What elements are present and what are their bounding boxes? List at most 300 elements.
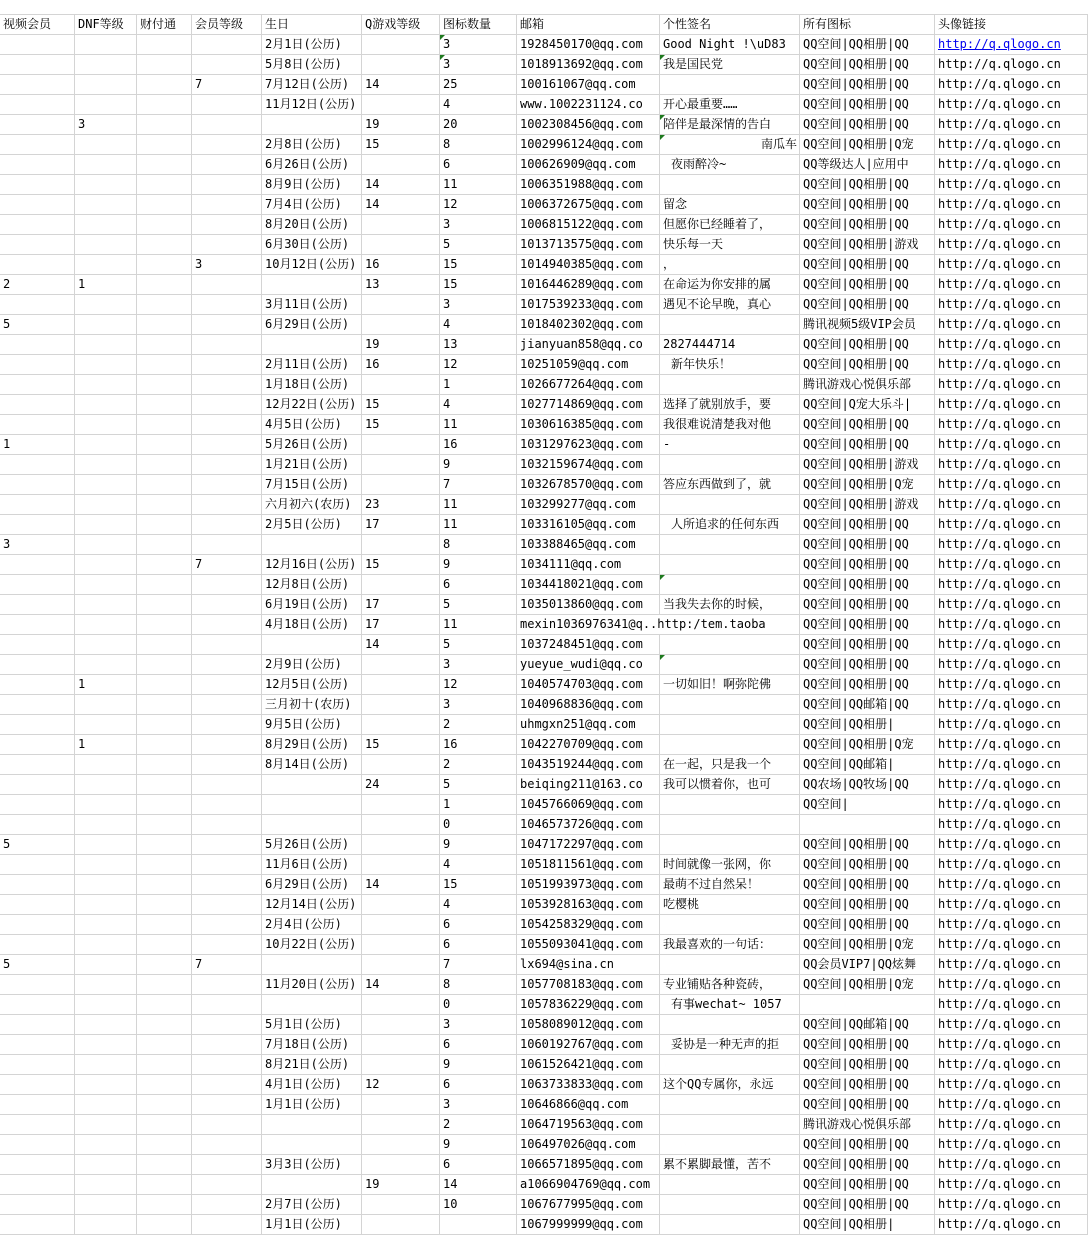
cell-email[interactable]: 1051811561@qq.com [517, 855, 660, 875]
header-vip[interactable]: 会员等级 [192, 15, 262, 35]
cell-email[interactable]: 1031297623@qq.com [517, 435, 660, 455]
cell-vv[interactable] [0, 75, 75, 95]
cell-vv[interactable]: 3 [0, 535, 75, 555]
cell-tp[interactable] [137, 195, 192, 215]
cell-cnt[interactable]: 11 [440, 515, 517, 535]
cell-sig[interactable]: 2827444714 [660, 335, 800, 355]
cell-icons[interactable]: QQ空间|QQ相册|QQ [800, 1035, 935, 1055]
cell-link[interactable]: http://q.qlogo.cn [935, 95, 1088, 115]
cell-sig[interactable]: 在命运为你安排的属 [660, 275, 800, 295]
cell-bday[interactable] [262, 1175, 362, 1195]
cell-sig[interactable]: 在一起，只是我一个 [660, 755, 800, 775]
cell-bday[interactable]: 12月14日(公历) [262, 895, 362, 915]
cell-vv[interactable] [0, 1055, 75, 1075]
cell-tp[interactable] [137, 995, 192, 1015]
cell-icons[interactable]: QQ空间|QQ相册| [800, 1215, 935, 1235]
cell-cnt[interactable]: 6 [440, 1155, 517, 1175]
cell-cnt[interactable]: 1 [440, 795, 517, 815]
cell-dnf[interactable] [75, 535, 137, 555]
cell-qg[interactable] [362, 695, 440, 715]
cell-icons[interactable]: QQ空间|QQ相册|QQ [800, 915, 935, 935]
cell-email[interactable]: jianyuan858@qq.co [517, 335, 660, 355]
cell-bday[interactable]: 6月29日(公历) [262, 315, 362, 335]
cell-bday[interactable]: 5月26日(公历) [262, 835, 362, 855]
cell-cnt[interactable]: 6 [440, 1035, 517, 1055]
cell-sig[interactable] [660, 315, 800, 335]
cell-vv[interactable] [0, 895, 75, 915]
cell-link[interactable]: http://q.qlogo.cn [935, 295, 1088, 315]
cell-qg[interactable] [362, 435, 440, 455]
cell-sig[interactable]: 南瓜车 [660, 135, 800, 155]
cell-qg[interactable]: 15 [362, 395, 440, 415]
cell-email[interactable]: 1006815122@qq.com [517, 215, 660, 235]
cell-cnt[interactable]: 3 [440, 695, 517, 715]
cell-vv[interactable]: 5 [0, 315, 75, 335]
cell-vv[interactable] [0, 575, 75, 595]
cell-qg[interactable] [362, 1215, 440, 1235]
cell-vv[interactable] [0, 655, 75, 675]
cell-email[interactable]: 1037248451@qq.com [517, 635, 660, 655]
cell-cnt[interactable]: 5 [440, 235, 517, 255]
cell-link[interactable]: http://q.qlogo.cn [935, 1075, 1088, 1095]
cell-cnt[interactable]: 3 [440, 55, 517, 75]
cell-sig[interactable] [660, 455, 800, 475]
cell-dnf[interactable] [75, 455, 137, 475]
cell-dnf[interactable] [75, 575, 137, 595]
cell-link[interactable]: http://q.qlogo.cn [935, 1195, 1088, 1215]
cell-vip[interactable] [192, 495, 262, 515]
cell-cnt[interactable]: 8 [440, 975, 517, 995]
cell-link[interactable]: http://q.qlogo.cn [935, 995, 1088, 1015]
cell-dnf[interactable] [75, 1015, 137, 1035]
cell-dnf[interactable] [75, 355, 137, 375]
cell-vv[interactable] [0, 695, 75, 715]
cell-tp[interactable] [137, 435, 192, 455]
cell-dnf[interactable] [75, 875, 137, 895]
cell-bday[interactable]: 7月15日(公历) [262, 475, 362, 495]
cell-icons[interactable]: QQ空间|QQ相册|QQ [800, 255, 935, 275]
cell-bday[interactable]: 5月1日(公历) [262, 1015, 362, 1035]
cell-vv[interactable]: 5 [0, 955, 75, 975]
cell-icons[interactable]: QQ空间|QQ相册|QQ [800, 555, 935, 575]
cell-email[interactable]: lx694@sina.cn [517, 955, 660, 975]
cell-dnf[interactable] [75, 935, 137, 955]
header-dnf[interactable]: DNF等级 [75, 15, 137, 35]
cell-vv[interactable] [0, 35, 75, 55]
cell-bday[interactable]: 2月1日(公历) [262, 35, 362, 55]
cell-icons[interactable]: QQ空间|QQ相册|QQ [800, 95, 935, 115]
cell-dnf[interactable] [75, 635, 137, 655]
cell-vv[interactable] [0, 1095, 75, 1115]
cell-link[interactable]: http://q.qlogo.cn [935, 135, 1088, 155]
cell-qg[interactable] [362, 155, 440, 175]
cell-sig[interactable]: 人所追求的任何东西 [660, 515, 800, 535]
cell-link[interactable]: http://q.qlogo.cn [935, 955, 1088, 975]
cell-bday[interactable] [262, 1115, 362, 1135]
cell-email[interactable]: yueyue_wudi@qq.co [517, 655, 660, 675]
cell-dnf[interactable] [75, 1155, 137, 1175]
cell-vv[interactable] [0, 675, 75, 695]
cell-dnf[interactable] [75, 1035, 137, 1055]
cell-vip[interactable] [192, 835, 262, 855]
cell-qg[interactable] [362, 95, 440, 115]
cell-cnt[interactable]: 8 [440, 135, 517, 155]
cell-qg[interactable] [362, 1095, 440, 1115]
cell-tp[interactable] [137, 915, 192, 935]
cell-icons[interactable]: QQ空间|QQ相册|QQ [800, 1195, 935, 1215]
cell-bday[interactable]: 4月5日(公历) [262, 415, 362, 435]
cell-dnf[interactable] [75, 255, 137, 275]
cell-cnt[interactable]: 6 [440, 575, 517, 595]
cell-link[interactable]: http://q.qlogo.cn [935, 195, 1088, 215]
cell-dnf[interactable] [75, 35, 137, 55]
cell-vv[interactable] [0, 215, 75, 235]
cell-vip[interactable] [192, 295, 262, 315]
cell-email[interactable]: 103299277@qq.com [517, 495, 660, 515]
cell-email[interactable]: 1016446289@qq.com [517, 275, 660, 295]
cell-qg[interactable] [362, 935, 440, 955]
cell-email[interactable]: beiqing211@163.co [517, 775, 660, 795]
cell-link[interactable]: http://q.qlogo.cn [935, 235, 1088, 255]
cell-sig[interactable] [660, 175, 800, 195]
cell-dnf[interactable] [75, 215, 137, 235]
header-tp[interactable]: 财付通 [137, 15, 192, 35]
cell-vip[interactable] [192, 735, 262, 755]
cell-qg[interactable] [362, 1195, 440, 1215]
cell-bday[interactable]: 2月4日(公历) [262, 915, 362, 935]
cell-bday[interactable]: 11月12日(公历) [262, 95, 362, 115]
cell-email[interactable]: 1067999999@qq.com [517, 1215, 660, 1235]
cell-dnf[interactable] [75, 595, 137, 615]
cell-qg[interactable] [362, 915, 440, 935]
cell-qg[interactable] [362, 235, 440, 255]
cell-sig[interactable] [660, 495, 800, 515]
cell-cnt[interactable]: 12 [440, 355, 517, 375]
cell-cnt[interactable]: 2 [440, 715, 517, 735]
cell-icons[interactable]: QQ空间|QQ相册|游戏 [800, 235, 935, 255]
cell-vv[interactable] [0, 1015, 75, 1035]
cell-bday[interactable]: 4月18日(公历) [262, 615, 362, 635]
cell-link[interactable]: http://q.qlogo.cn [935, 415, 1088, 435]
cell-qg[interactable]: 15 [362, 415, 440, 435]
cell-vv[interactable] [0, 615, 75, 635]
cell-sig[interactable]: 新年快乐！ [660, 355, 800, 375]
cell-link[interactable]: http://q.qlogo.cn [935, 615, 1088, 635]
cell-tp[interactable] [137, 775, 192, 795]
cell-cnt[interactable]: 5 [440, 775, 517, 795]
cell-cnt[interactable]: 9 [440, 455, 517, 475]
cell-cnt[interactable]: 9 [440, 1055, 517, 1075]
cell-email[interactable]: 1060192767@qq.com [517, 1035, 660, 1055]
cell-dnf[interactable] [75, 1055, 137, 1075]
cell-email[interactable]: 1057836229@qq.com [517, 995, 660, 1015]
cell-vv[interactable] [0, 155, 75, 175]
cell-dnf[interactable] [75, 815, 137, 835]
cell-sig[interactable] [660, 955, 800, 975]
cell-icons[interactable]: QQ空间|QQ相册|QQ [800, 115, 935, 135]
cell-tp[interactable] [137, 595, 192, 615]
cell-vip[interactable] [192, 895, 262, 915]
cell-dnf[interactable] [75, 75, 137, 95]
cell-icons[interactable]: QQ空间|QQ相册|QQ [800, 615, 935, 635]
cell-vv[interactable] [0, 875, 75, 895]
cell-bday[interactable]: 六月初六(农历) [262, 495, 362, 515]
cell-qg[interactable]: 23 [362, 495, 440, 515]
cell-vip[interactable] [192, 1135, 262, 1155]
cell-vip[interactable] [192, 35, 262, 55]
cell-bday[interactable]: 11月6日(公历) [262, 855, 362, 875]
cell-link[interactable]: http://q.qlogo.cn [935, 335, 1088, 355]
cell-sig[interactable] [660, 915, 800, 935]
cell-sig[interactable] [660, 1195, 800, 1215]
cell-dnf[interactable] [75, 995, 137, 1015]
cell-cnt[interactable]: 4 [440, 855, 517, 875]
cell-qg[interactable]: 14 [362, 195, 440, 215]
cell-dnf[interactable] [75, 235, 137, 255]
cell-icons[interactable]: 腾讯游戏心悦俱乐部 [800, 375, 935, 395]
cell-vip[interactable] [192, 1035, 262, 1055]
cell-vip[interactable] [192, 395, 262, 415]
cell-vv[interactable] [0, 235, 75, 255]
cell-vip[interactable] [192, 715, 262, 735]
cell-vv[interactable] [0, 1195, 75, 1215]
header-vv[interactable]: 视频会员 [0, 15, 75, 35]
cell-sig[interactable]: 我是国民党 [660, 55, 800, 75]
cell-sig[interactable] [660, 715, 800, 735]
cell-bday[interactable]: 10月22日(公历) [262, 935, 362, 955]
cell-sig[interactable]: 我可以惯着你，也可 [660, 775, 800, 795]
cell-link[interactable]: http://q.qlogo.cn [935, 215, 1088, 235]
cell-vip[interactable] [192, 595, 262, 615]
cell-icons[interactable]: QQ空间|QQ相册|Q宠 [800, 975, 935, 995]
cell-sig[interactable] [660, 835, 800, 855]
cell-email[interactable]: 1064719563@qq.com [517, 1115, 660, 1135]
cell-bday[interactable]: 7月18日(公历) [262, 1035, 362, 1055]
cell-bday[interactable]: 三月初十(农历) [262, 695, 362, 715]
cell-email[interactable]: 1017539233@qq.com [517, 295, 660, 315]
cell-tp[interactable] [137, 235, 192, 255]
cell-tp[interactable] [137, 275, 192, 295]
cell-tp[interactable] [137, 695, 192, 715]
cell-email[interactable]: 103316105@qq.com [517, 515, 660, 535]
cell-dnf[interactable] [75, 615, 137, 635]
cell-sig[interactable]: 时间就像一张网，你 [660, 855, 800, 875]
cell-email[interactable]: 1034418021@qq.com [517, 575, 660, 595]
cell-bday[interactable]: 6月29日(公历) [262, 875, 362, 895]
cell-sig[interactable] [660, 1115, 800, 1135]
cell-link[interactable]: http://q.qlogo.cn [935, 495, 1088, 515]
cell-icons[interactable]: QQ空间|QQ邮箱|QQ [800, 1015, 935, 1035]
cell-dnf[interactable] [75, 895, 137, 915]
cell-vip[interactable] [192, 935, 262, 955]
cell-icons[interactable]: QQ空间|QQ相册|QQ [800, 875, 935, 895]
cell-qg[interactable] [362, 755, 440, 775]
cell-email[interactable]: 1032159674@qq.com [517, 455, 660, 475]
cell-email[interactable]: 1013713575@qq.com [517, 235, 660, 255]
cell-sig[interactable]: 专业铺贴各种瓷砖， [660, 975, 800, 995]
cell-link[interactable]: http://q.qlogo.cn [935, 815, 1088, 835]
cell-sig[interactable]: - [660, 435, 800, 455]
cell-qg[interactable] [362, 715, 440, 735]
cell-sig[interactable]: 选择了就别放手，要 [660, 395, 800, 415]
cell-vv[interactable] [0, 95, 75, 115]
cell-link[interactable]: http://q.qlogo.cn [935, 535, 1088, 555]
cell-dnf[interactable] [75, 655, 137, 675]
cell-tp[interactable] [137, 675, 192, 695]
cell-vv[interactable] [0, 115, 75, 135]
cell-vip[interactable] [192, 915, 262, 935]
cell-icons[interactable]: QQ等级达人|应用中 [800, 155, 935, 175]
cell-bday[interactable]: 1月18日(公历) [262, 375, 362, 395]
cell-tp[interactable] [137, 55, 192, 75]
cell-icons[interactable] [800, 815, 935, 835]
cell-icons[interactable]: QQ空间|QQ邮箱|QQ [800, 695, 935, 715]
cell-link[interactable]: http://q.qlogo.cn [935, 695, 1088, 715]
cell-tp[interactable] [137, 515, 192, 535]
cell-qg[interactable] [362, 815, 440, 835]
cell-vv[interactable] [0, 355, 75, 375]
cell-bday[interactable] [262, 775, 362, 795]
cell-icons[interactable]: QQ空间|QQ相册|QQ [800, 1095, 935, 1115]
cell-vip[interactable]: 3 [192, 255, 262, 275]
cell-email[interactable]: 1018913692@qq.com [517, 55, 660, 75]
cell-link[interactable]: http://q.qlogo.cn [935, 155, 1088, 175]
cell-bday[interactable]: 12月16日(公历) [262, 555, 362, 575]
cell-cnt[interactable]: 0 [440, 815, 517, 835]
cell-vip[interactable] [192, 135, 262, 155]
cell-tp[interactable] [137, 415, 192, 435]
cell-vv[interactable] [0, 855, 75, 875]
cell-icons[interactable]: QQ空间|Q宠大乐斗| [800, 395, 935, 415]
cell-cnt[interactable]: 1 [440, 375, 517, 395]
cell-dnf[interactable] [75, 375, 137, 395]
cell-dnf[interactable] [75, 1135, 137, 1155]
cell-vv[interactable] [0, 135, 75, 155]
cell-sig[interactable]: 妥协是一种无声的拒 [660, 1035, 800, 1055]
cell-tp[interactable] [137, 535, 192, 555]
cell-vv[interactable] [0, 795, 75, 815]
header-cnt[interactable]: 图标数量 [440, 15, 517, 35]
cell-tp[interactable] [137, 355, 192, 375]
cell-link[interactable]: http://q.qlogo.cn [935, 655, 1088, 675]
cell-cnt[interactable]: 16 [440, 735, 517, 755]
cell-sig[interactable]: 留念 [660, 195, 800, 215]
cell-sig[interactable] [660, 1095, 800, 1115]
cell-dnf[interactable] [75, 955, 137, 975]
cell-bday[interactable]: 12月8日(公历) [262, 575, 362, 595]
cell-dnf[interactable] [75, 715, 137, 735]
cell-qg[interactable]: 15 [362, 135, 440, 155]
cell-bday[interactable]: 8月14日(公历) [262, 755, 362, 775]
cell-vv[interactable] [0, 295, 75, 315]
cell-tp[interactable] [137, 655, 192, 675]
cell-dnf[interactable] [75, 495, 137, 515]
cell-cnt[interactable]: 11 [440, 615, 517, 635]
cell-vip[interactable] [192, 995, 262, 1015]
cell-cnt[interactable]: 25 [440, 75, 517, 95]
cell-cnt[interactable]: 16 [440, 435, 517, 455]
cell-icons[interactable]: QQ空间|QQ相册|Q宠 [800, 935, 935, 955]
cell-vip[interactable] [192, 1095, 262, 1115]
cell-link[interactable]: http://q.qlogo.cn [935, 915, 1088, 935]
cell-icons[interactable]: QQ空间|QQ相册|QQ [800, 655, 935, 675]
cell-bday[interactable] [262, 815, 362, 835]
cell-bday[interactable] [262, 795, 362, 815]
cell-sig[interactable] [660, 655, 800, 675]
cell-icons[interactable]: QQ空间| [800, 795, 935, 815]
cell-qg[interactable] [362, 315, 440, 335]
cell-vv[interactable] [0, 755, 75, 775]
cell-bday[interactable]: 2月7日(公历) [262, 1195, 362, 1215]
cell-vip[interactable] [192, 975, 262, 995]
cell-icons[interactable]: 腾讯游戏心悦俱乐部 [800, 1115, 935, 1135]
cell-vip[interactable] [192, 1175, 262, 1195]
cell-qg[interactable]: 16 [362, 255, 440, 275]
cell-tp[interactable] [137, 755, 192, 775]
cell-cnt[interactable]: 2 [440, 1115, 517, 1135]
cell-vv[interactable]: 5 [0, 835, 75, 855]
cell-cnt[interactable]: 9 [440, 835, 517, 855]
cell-bday[interactable] [262, 955, 362, 975]
cell-vip[interactable] [192, 1195, 262, 1215]
cell-sig[interactable] [660, 375, 800, 395]
cell-qg[interactable] [362, 455, 440, 475]
cell-qg[interactable] [362, 1035, 440, 1055]
cell-link[interactable]: http://q.qlogo.cn [935, 1135, 1088, 1155]
cell-vv[interactable]: 2 [0, 275, 75, 295]
cell-vip[interactable] [192, 655, 262, 675]
cell-email[interactable]: 1053928163@qq.com [517, 895, 660, 915]
cell-vip[interactable]: 7 [192, 75, 262, 95]
cell-sig[interactable]: 有事wechat~ 1057 [660, 995, 800, 1015]
cell-qg[interactable] [362, 295, 440, 315]
header-sig[interactable]: 个性签名 [660, 15, 800, 35]
cell-link[interactable]: http://q.qlogo.cn [935, 1015, 1088, 1035]
cell-link[interactable]: http://q.qlogo.cn [935, 1175, 1088, 1195]
cell-vip[interactable] [192, 235, 262, 255]
cell-cnt[interactable]: 3 [440, 1015, 517, 1035]
cell-icons[interactable]: QQ空间|QQ相册|QQ [800, 1175, 935, 1195]
cell-tp[interactable] [137, 395, 192, 415]
cell-link[interactable]: http://q.qlogo.cn [935, 1095, 1088, 1115]
cell-link[interactable]: http://q.qlogo.cn [935, 455, 1088, 475]
cell-icons[interactable]: QQ空间|QQ相册|QQ [800, 75, 935, 95]
cell-bday[interactable]: 3月3日(公历) [262, 1155, 362, 1175]
cell-bday[interactable]: 11月20日(公历) [262, 975, 362, 995]
cell-qg[interactable] [362, 35, 440, 55]
cell-bday[interactable] [262, 535, 362, 555]
cell-tp[interactable] [137, 855, 192, 875]
cell-email[interactable]: 1006351988@qq.com [517, 175, 660, 195]
cell-sig[interactable]: 吃樱桃 [660, 895, 800, 915]
cell-cnt[interactable]: 6 [440, 1075, 517, 1095]
cell-vv[interactable] [0, 915, 75, 935]
cell-dnf[interactable]: 1 [75, 275, 137, 295]
cell-cnt[interactable]: 6 [440, 155, 517, 175]
cell-icons[interactable]: QQ空间|QQ相册|QQ [800, 855, 935, 875]
cell-qg[interactable]: 14 [362, 175, 440, 195]
cell-email[interactable]: 103388465@qq.com [517, 535, 660, 555]
cell-bday[interactable]: 10月12日(公历) [262, 255, 362, 275]
cell-icons[interactable]: QQ空间|QQ相册|QQ [800, 1135, 935, 1155]
cell-qg[interactable] [362, 535, 440, 555]
cell-email[interactable]: 1018402302@qq.com [517, 315, 660, 335]
cell-icons[interactable]: QQ空间|QQ相册|QQ [800, 215, 935, 235]
cell-icons[interactable]: QQ空间|QQ相册|QQ [800, 415, 935, 435]
cell-bday[interactable] [262, 275, 362, 295]
header-bday[interactable]: 生日 [262, 15, 362, 35]
cell-bday[interactable]: 2月11日(公历) [262, 355, 362, 375]
